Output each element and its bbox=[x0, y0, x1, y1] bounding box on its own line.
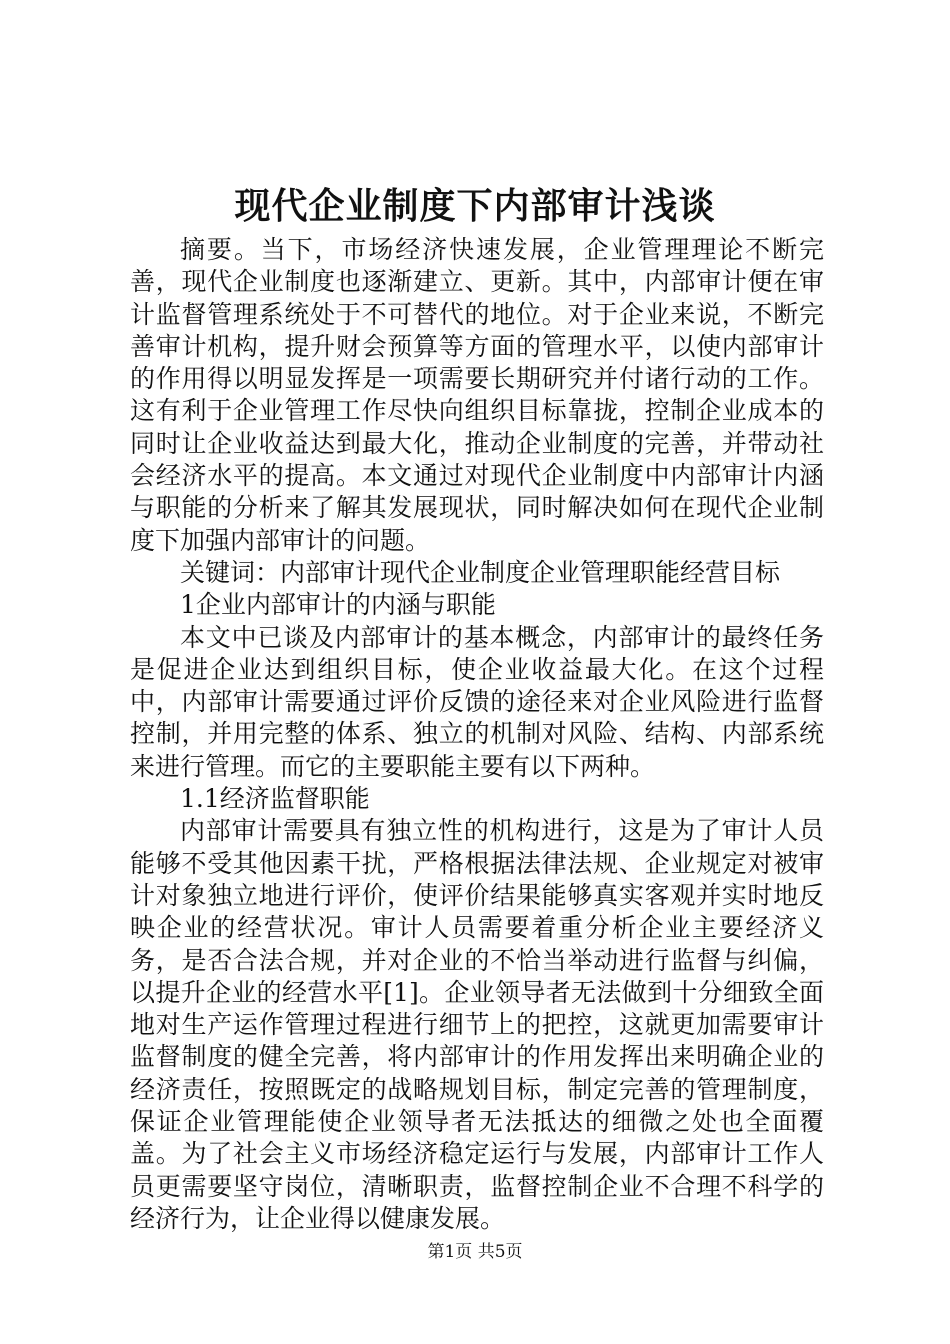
section-1-paragraph: 本文中已谈及内部审计的基本概念，内部审计的最终任务是促进企业达到组织目标，使企业收益最大化。在这个过程中，内部审计需要通过评价反馈的途径来对企业风险进行监督控制，并用完整的体系、独立的机制对风险、结构、内部系统来进行管理。而它的主要职能主要有以下两种。 bbox=[130, 622, 824, 781]
page-footer: 第1页 共5页 bbox=[427, 1242, 523, 1262]
abstract-paragraph: 摘要。当下，市场经济快速发展，企业管理理论不断完善，现代企业制度也逐渐建立、更新。其中，内部审计便在审计监督管理系统处于不可替代的地位。对于企业来说，不断完善审计机构，提升财会预算等方面的管理水平，以使内部审计的作用得以明显发挥是一项需要长期研究并付诸行动的工作。这有利于企业管理工作尽快向组织目标靠拢，控制企业成本的同时让企业收益达到最大化，推动企业制度的完善，并带动社会经济水平的提高。本文通过对现代企业制度中内部审计内涵与职能的分析来了解其发展现状，同时解决如何在现代企业制度下加强内部审计的问题。 bbox=[130, 235, 824, 555]
document-title: 现代企业制度下内部审计浅谈 bbox=[234, 186, 716, 227]
keywords-line: 关键词：内部审计现代企业制度企业管理职能经营目标 bbox=[180, 557, 781, 587]
section-heading-1: 1企业内部审计的内涵与职能 bbox=[180, 590, 496, 620]
subsection-heading-1-1: 1.1经济监督职能 bbox=[180, 784, 370, 814]
subsection-1-1-paragraph: 内部审计需要具有独立性的机构进行，这是为了审计人员能够不受其他因素干扰，严格根据法律法规、企业规定对被审计对象独立地进行评价，使评价结果能够真实客观并实时地反映企业的经营状况。审计人员需要着重分析企业主要经济义务，是否合法合规，并对企业的不恰当举动进行监督与纠偏，以提升企业的经营水平[1]。企业领导者无法做到十分细致全面地对生产运作管理过程进行细节上的把控，这就更加需要审计监督制度的健全完善，将内部审计的作用发挥出来明确企业的经济责任，按照既定的战略规划目标，制定完善的管理制度，保证企业管理能使企业领导者无法抵达的细微之处也全面覆盖。为了社会主义市场经济稳定运行与发展，内部审计工作人员更需要坚守岗位，清晰职责，监督控制企业不合理不科学的经济行为，让企业得以健康发展。 bbox=[130, 816, 824, 1233]
document-body bbox=[130, 234, 824, 1235]
